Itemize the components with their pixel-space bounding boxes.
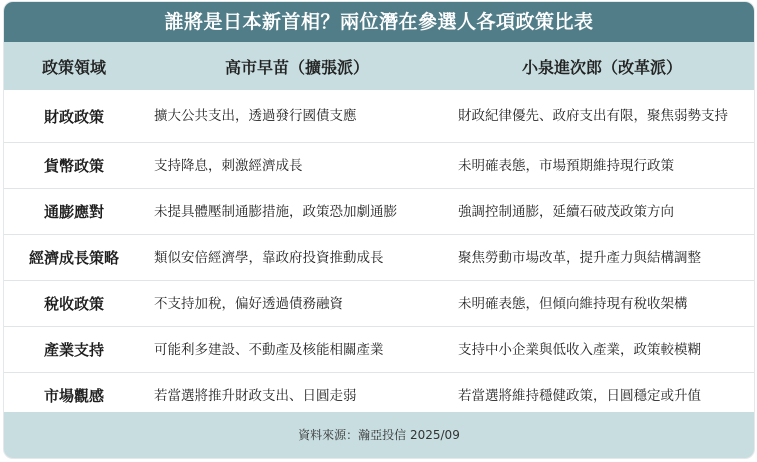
row-takaichi: 擴大公共支出，透過發行國債支應 (154, 108, 357, 124)
header-takaichi: 高市早苗（擴張派） (224, 57, 369, 77)
table-row (4, 235, 754, 281)
row-koizumi: 若當選將維持穩健政策，日圓穩定或升值 (458, 387, 701, 404)
row-takaichi: 可能利多建設、不動產及核能相關產業 (154, 341, 384, 358)
table-row (4, 143, 754, 189)
row-area: 通膨應對 (43, 203, 104, 221)
row-area: 市場觀感 (43, 387, 104, 405)
row-koizumi: 未明確表態，市場預期維持現行政策 (458, 157, 674, 174)
row-koizumi: 聚焦勞動市場改革，提升產力與結構調整 (458, 249, 701, 266)
table-title: 誰將是日本新首相？兩位潛在參選人各項政策比表 (4, 2, 754, 42)
row-takaichi: 類似安倍經濟學，靠政府投資推動成長 (154, 249, 384, 266)
row-takaichi: 不支持加稅，偏好透過債務融資 (154, 295, 343, 312)
row-koizumi: 支持中小企業與低收入產業，政策較模糊 (458, 341, 701, 358)
row-area: 產業支持 (43, 341, 104, 359)
row-area: 貨幣政策 (43, 157, 104, 175)
header-koizumi: 小泉進次郎（改革派） (521, 57, 682, 77)
row-takaichi: 若當選將推升財政支出、日圓走弱 (154, 387, 357, 404)
row-takaichi: 支持降息，刺激經濟成長 (154, 157, 303, 174)
row-area: 稅收政策 (43, 295, 104, 313)
row-area: 財政政策 (43, 107, 104, 126)
row-koizumi: 未明確表態，但傾向維持現有稅收架構 (458, 295, 688, 312)
table-row (4, 327, 754, 373)
row-koizumi: 強調控制通膨，延續石破茂政策方向 (458, 203, 674, 220)
row-koizumi: 財政紀律優先、政府支出有限，聚焦弱勢支持 (458, 108, 728, 124)
header-policy-area: 政策領域 (41, 57, 106, 77)
table-row (4, 189, 754, 235)
row-area: 經濟成長策略 (28, 249, 119, 267)
comparison-card (4, 2, 754, 458)
table-row (4, 90, 754, 143)
table-body (4, 90, 754, 419)
source-footer: 資料來源：瀚亞投信 2025/09 (4, 412, 754, 458)
table-row (4, 281, 754, 327)
row-takaichi: 未提具體壓制通膨措施，政策恐加劇通膨 (154, 203, 397, 220)
table-header-row (4, 42, 754, 90)
